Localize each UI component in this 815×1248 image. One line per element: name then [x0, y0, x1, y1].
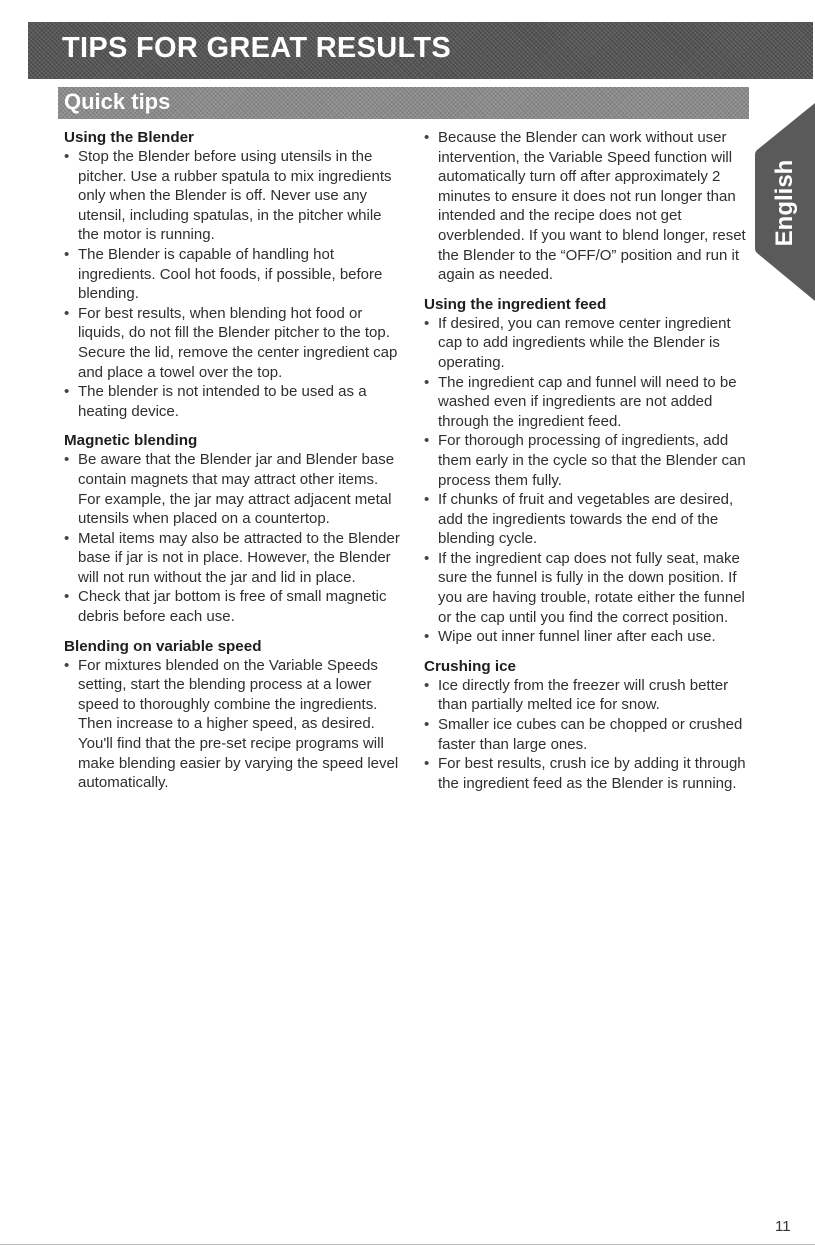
section-title: Quick tips [64, 89, 171, 114]
tip-list [64, 450, 404, 626]
tip-item: • Wipe out inner funnel liner after each use. [424, 627, 754, 647]
page-title: TIPS FOR GREAT RESULTS [62, 32, 451, 64]
tip-item: • Ice directly from the freezer will crush better than partially melted ice for snow. [424, 676, 754, 715]
tip-list [64, 656, 404, 793]
tip-list [424, 128, 754, 285]
tip-item: • The ingredient cap and funnel will need to be washed even if ingredients are not added through the ingredient feed. [424, 373, 754, 432]
tips-section [424, 295, 754, 647]
section-heading: Using the ingredient feed [424, 295, 607, 313]
tip-item: • For thorough processing of ingredients, add them early in the cycle so that the Blender can process them fully. [424, 431, 754, 490]
tip-item: • The blender is not intended to be used as a heating device. [64, 382, 404, 421]
tips-section [424, 128, 754, 285]
section-heading: Blending on variable speed [64, 637, 262, 655]
page-number: 11 [775, 1218, 791, 1235]
tip-item: • For best results, when blending hot food or liquids, do not fill the Blender pitcher to the top. Secure the lid, remove the center ingredient cap and place a towel over the top. [64, 304, 404, 382]
tips-section [64, 128, 404, 421]
tip-list [424, 314, 754, 647]
tip-item: • The Blender is capable of handling hot ingredients. Cool hot foods, if possible, before blending. [64, 245, 404, 304]
tip-list [64, 147, 404, 421]
right-column [424, 128, 754, 803]
tip-item: • If chunks of fruit and vegetables are desired, add the ingredients towards the end of the blending cycle. [424, 490, 754, 549]
tip-item: • Metal items may also be attracted to the Blender base if jar is not in place. However, the Blender will not run without the jar and lid in place. [64, 529, 404, 588]
bottom-rule [0, 1244, 815, 1245]
section-heading: Using the Blender [64, 129, 194, 146]
section-heading: Magnetic blending [64, 432, 198, 450]
tip-item: • Be aware that the Blender jar and Blender base contain magnets that may attract other items. For example, the jar may attract adjacent metal utensils when placed on a countertop. [64, 450, 404, 528]
tips-section [64, 637, 404, 793]
tip-item: • If desired, you can remove center ingredient cap to add ingredients while the Blender is operating. [424, 314, 754, 373]
language-tab-label: English [771, 159, 798, 247]
tip-item: • Check that jar bottom is free of small magnetic debris before each use. [64, 587, 404, 626]
tip-item: • Smaller ice cubes can be chopped or crushed faster than large ones. [424, 715, 754, 754]
title-banner [28, 22, 813, 79]
section-heading: Crushing ice [424, 657, 516, 675]
language-tab [755, 103, 815, 301]
tip-item: • Stop the Blender before using utensils in the pitcher. Use a rubber spatula to mix ingredients only when the Blender is off. Never use any utensil, including spatulas, in the pitcher while the motor is running. [64, 147, 404, 245]
tip-item: • For best results, crush ice by adding it through the ingredient feed as the Blender is running. [424, 754, 754, 793]
tip-item: • For mixtures blended on the Variable Speeds setting, start the blending process at a lower speed to thoroughly combine the ingredients. Then increase to a higher speed, as desired. You'll find that the pre-set recipe programs will make blending easier by varying the speed level automatically. [64, 656, 404, 793]
tip-item: • Because the Blender can work without user intervention, the Variable Speed function will automatically turn off after approximately 2 minutes to ensure it does not run longer than intended and the recipe does not get overblended. If you want to blend longer, reset the Blender to the “OFF/O” position and run it again as needed. [424, 128, 754, 285]
tips-section [64, 431, 404, 626]
subtitle-banner [58, 87, 749, 119]
tip-item: • If the ingredient cap does not fully seat, make sure the funnel is fully in the down position. If you are having trouble, rotate either the funnel or the cap until you find the correct position. [424, 549, 754, 627]
tip-list [424, 676, 754, 794]
tips-section [424, 657, 754, 794]
left-column [64, 128, 404, 803]
